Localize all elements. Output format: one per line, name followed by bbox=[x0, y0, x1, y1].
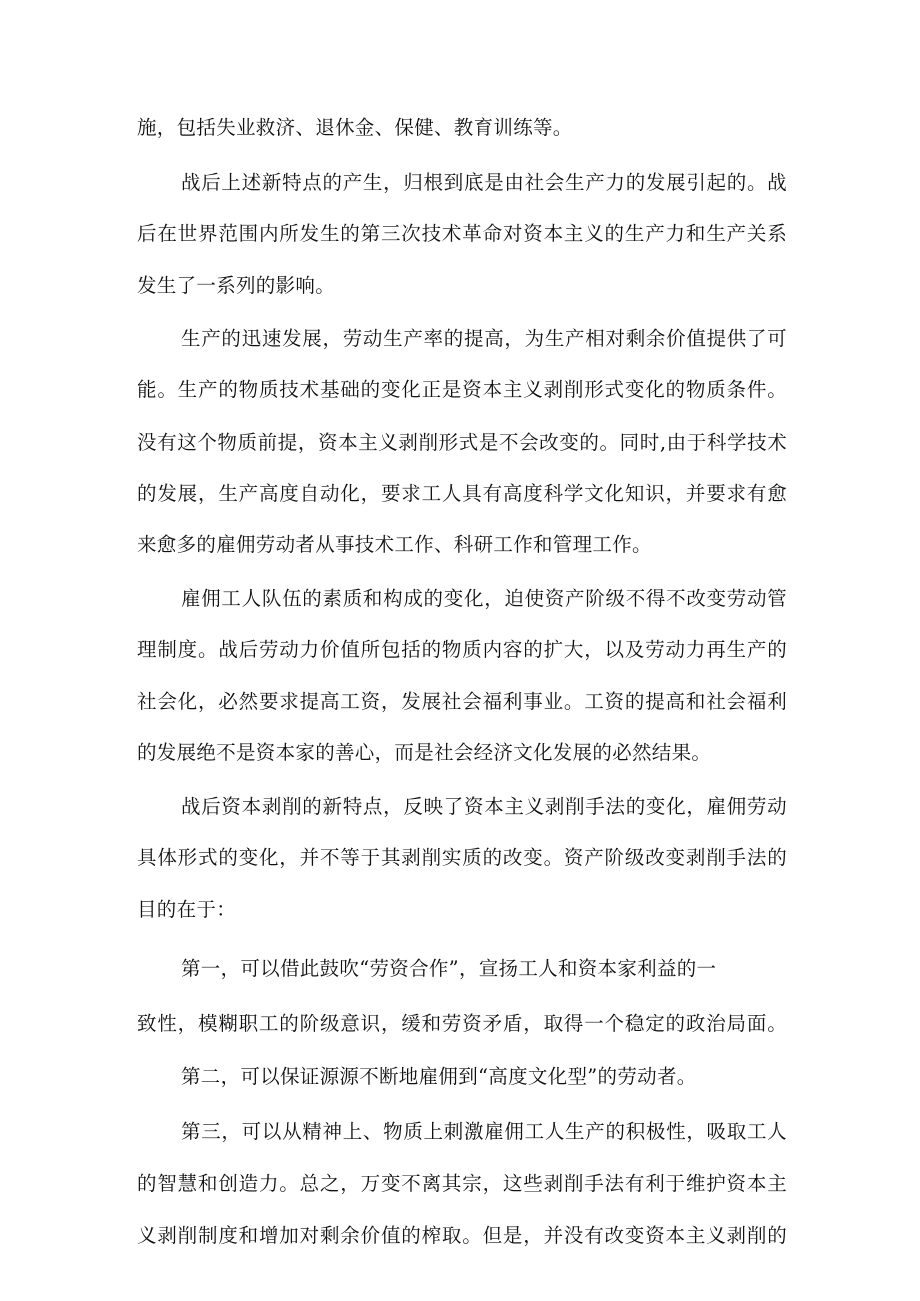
text-line: 后在世界范围内所发生的第三次技术革命对资本主义的生产力和生产关系 bbox=[137, 222, 787, 245]
text-line: 社会化，必然要求提高工资，发展社会福利事业。工资的提高和社会福利 bbox=[137, 690, 787, 713]
text-line: 第一，可以借此鼓吹“劳资合作”，宣扬工人和资本家利益的一 bbox=[181, 957, 717, 980]
text-line: 理制度。战后劳动力价值所包括的物质内容的扩大，以及劳动力再生产的 bbox=[137, 638, 787, 661]
text-line: 的发展绝不是资本家的善心，而是社会经济文化发展的必然结果。 bbox=[137, 741, 712, 764]
text-line: 雇佣工人队伍的素质和构成的变化，迫使资产阶级不得不改变劳动管 bbox=[181, 587, 787, 610]
text-line: 具体形式的变化，并不等于其剥削实质的改变。资产阶级改变剥削手法的 bbox=[137, 846, 787, 869]
text-line: 目的在于： bbox=[137, 898, 237, 921]
text-line: 第二，可以保证源源不断地雇佣到“高度文化型”的劳动者。 bbox=[181, 1065, 697, 1088]
text-line: 没有这个物质前提，资本主义剥削形式是不会改变的。同时,由于科学技术 bbox=[137, 431, 787, 454]
text-line: 来愈多的雇佣劳动者从事技术工作、科研工作和管理工作。 bbox=[137, 533, 652, 556]
text-line: 致性，模糊职工的阶级意识，缓和劳资矛盾，取得一个稳定的政治局面。 bbox=[137, 1012, 787, 1035]
text-line: 义剥削制度和增加对剩余价值的榨取。但是，并没有改变资本主义剥削的 bbox=[137, 1224, 787, 1247]
text-line: 发生了一系列的影响。 bbox=[137, 274, 336, 297]
text-line: 战后资本剥削的新特点，反映了资本主义剥削手法的变化，雇佣劳动 bbox=[181, 795, 787, 818]
text-line: 生产的迅速发展，劳动生产率的提高，为生产相对剩余价值提供了可 bbox=[181, 327, 787, 350]
text-line: 施，包括失业救济、退休金、保健、教育训练等。 bbox=[137, 116, 573, 139]
text-line: 能。生产的物质技术基础的变化正是资本主义剥削形式变化的物质条件。 bbox=[137, 378, 787, 401]
text-line: 战后上述新特点的产生，归根到底是由社会生产力的发展引起的。战 bbox=[181, 171, 787, 194]
text-line: 的发展，生产高度自动化，要求工人具有高度科学文化知识，并要求有愈 bbox=[137, 482, 787, 505]
text-line: 第三，可以从精神上、物质上刺激雇佣工人生产的积极性，吸取工人 bbox=[181, 1120, 787, 1143]
text-line: 的智慧和创造力。总之，万变不离其宗，这些剥削手法有利于维护资本主 bbox=[137, 1172, 787, 1195]
